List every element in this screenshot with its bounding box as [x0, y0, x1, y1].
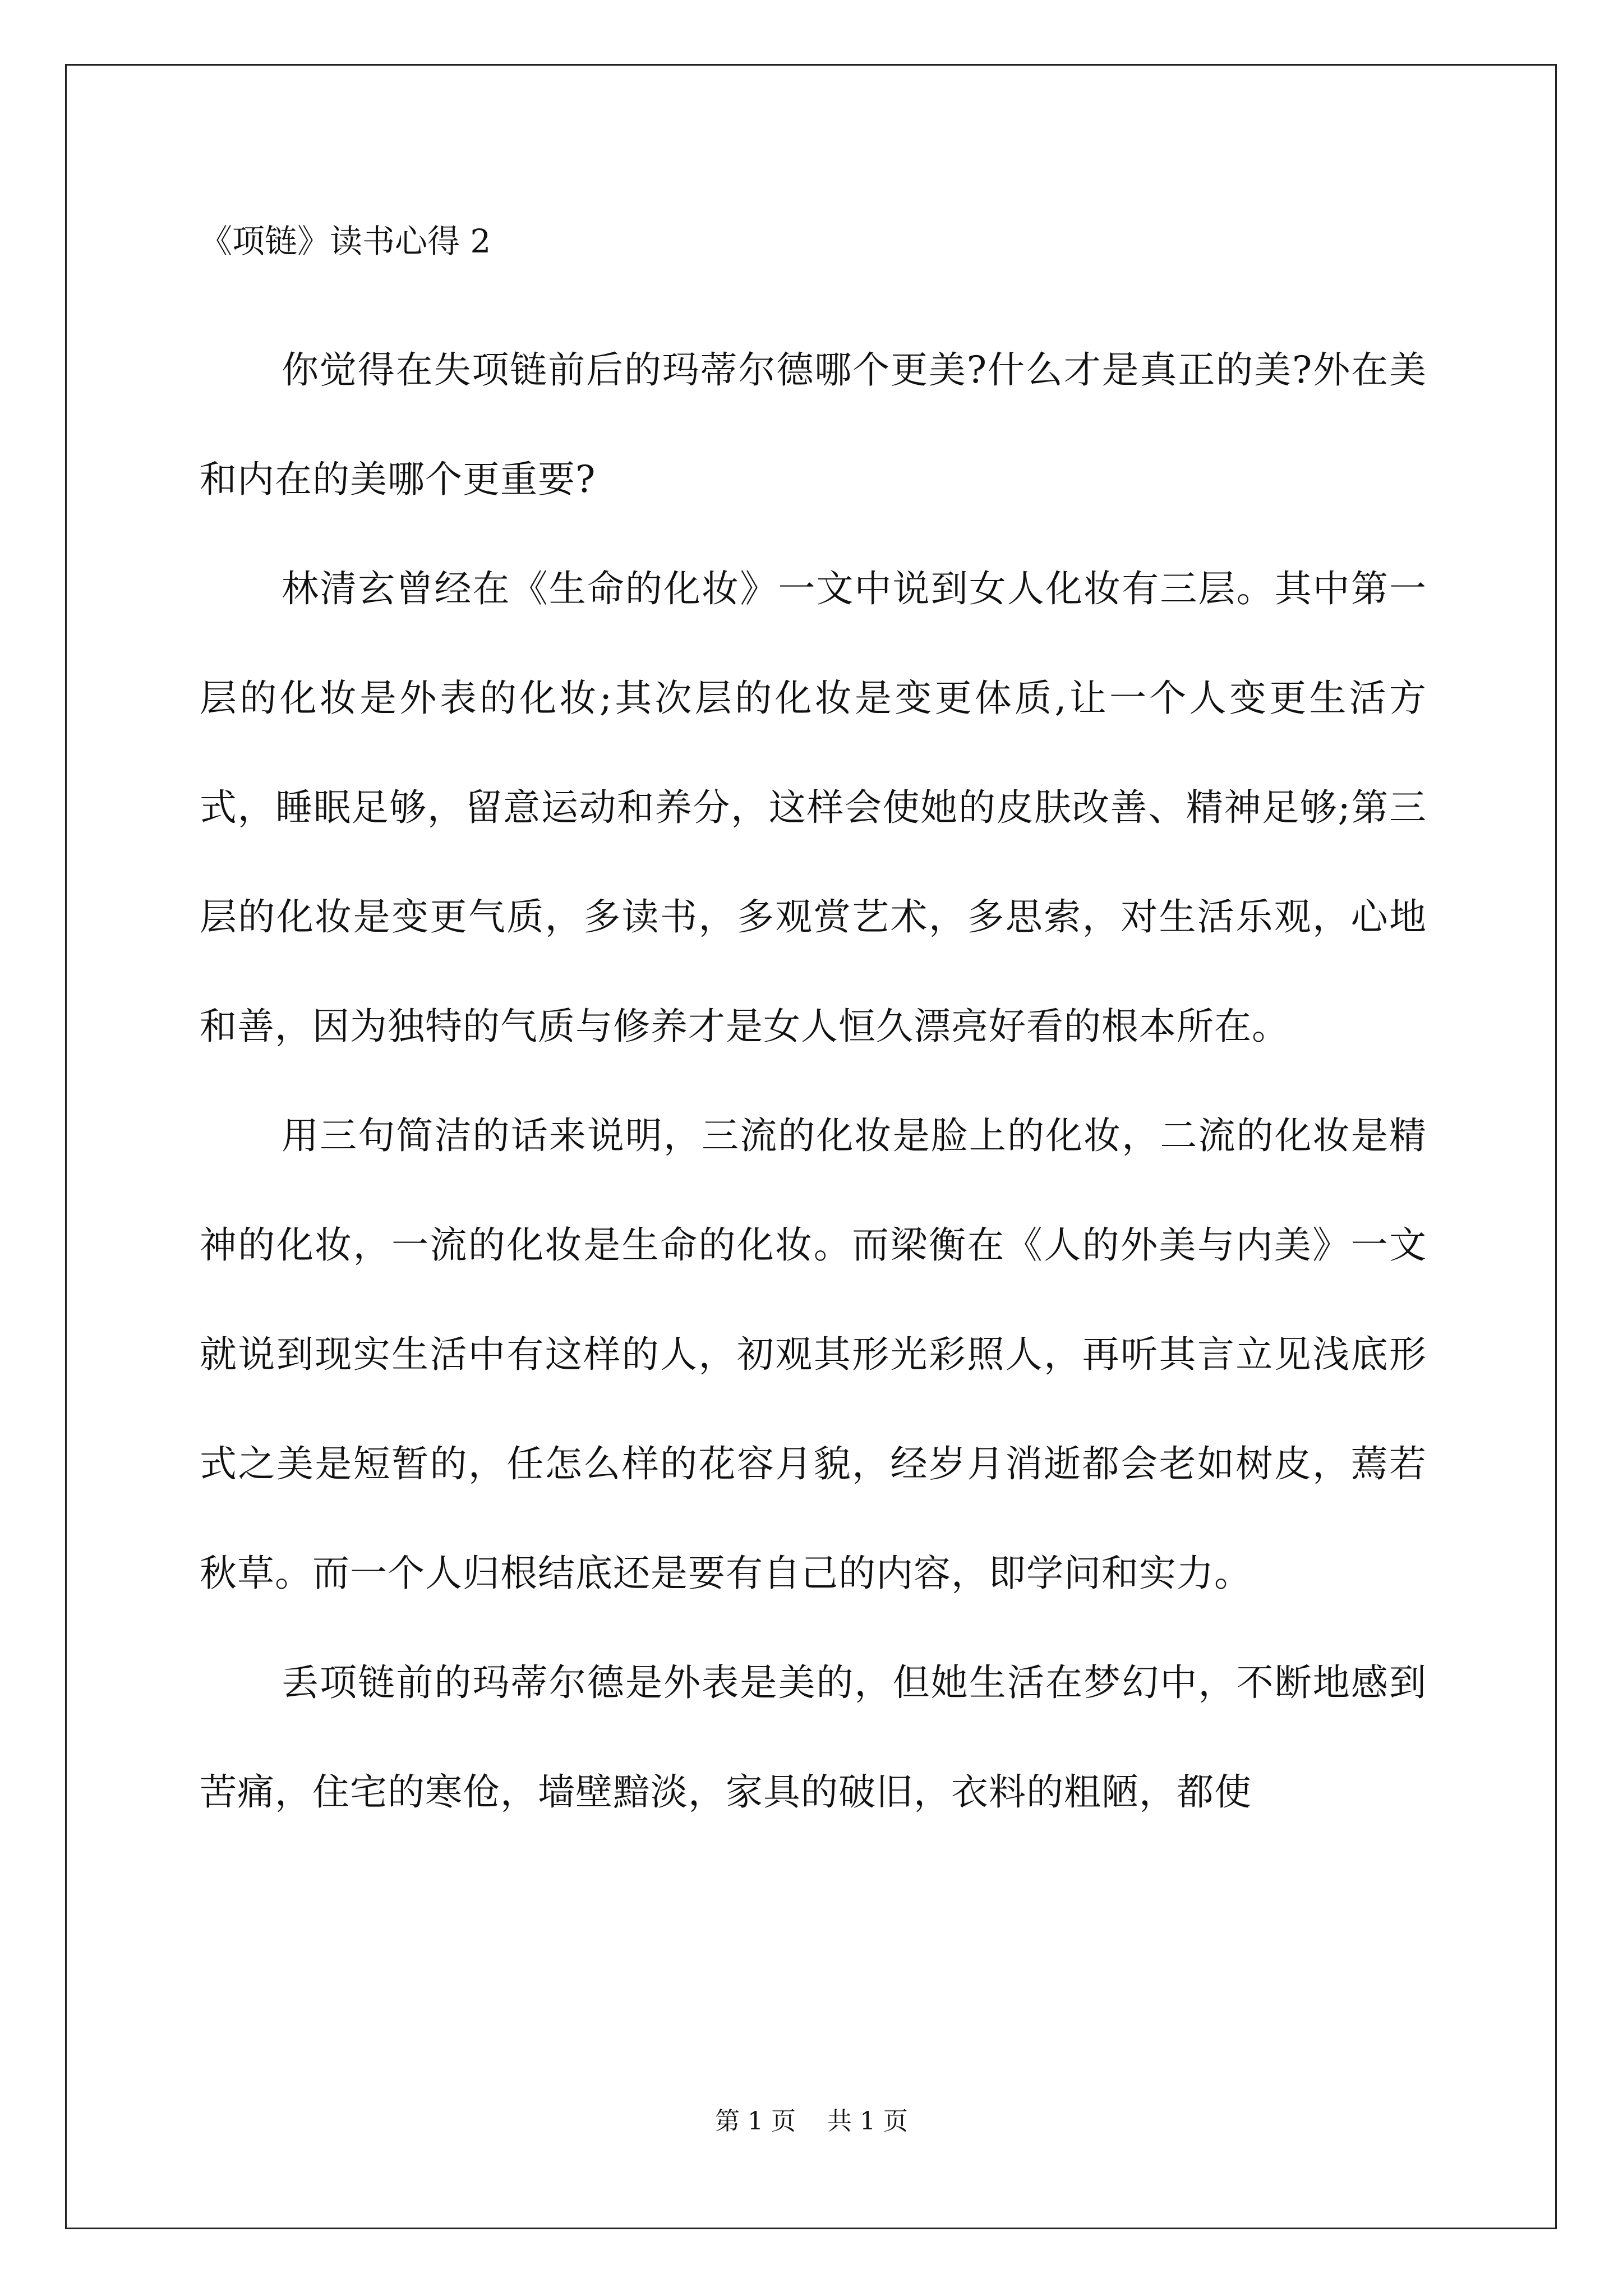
document-body — [200, 220, 1427, 1847]
document-title: 《项链》读书心得 2 — [200, 222, 491, 260]
paragraph-4: 丢项链前的玛蒂尔德是外表是美的，但她生活在梦幻中，不断地感到苦痛，住宅的寒伧，墙壁黯淡，家具的破旧，衣料的粗陋，都使 — [200, 1661, 1427, 1814]
paragraph-3: 用三句简洁的话来说明，三流的化妆是脸上的化妆，二流的化妆是精神的化妆，一流的化妆是生命的化妆。而梁衡在《人的外美与内美》一文就说到现实生活中有这样的人，初观其形光彩照人，再听其言立见浅底形式之美是短暂的，任怎么样的花容月貌，经岁月消逝都会老如树皮，蔫若秋草。而一个人归根结底还是要有自己的内容，即学问和实力。 — [200, 1114, 1427, 1595]
page-number-footer: 第 1 页 共 1 页 — [715, 2107, 908, 2136]
paragraph-2: 林清玄曾经在《生命的化妆》一文中说到女人化妆有三层。其中第一层的化妆是外表的化妆;其次层的化妆是变更体质,让一个人变更生活方式，睡眠足够，留意运动和养分，这样会使她的皮肤改善、精神足够;第三层的化妆是变更气质，多读书，多观赏艺术，多思索，对生活乐观，心地和善，因为独特的气质与修养才是女人恒久漂亮好看的根本所在。 — [200, 567, 1427, 1048]
paragraph-1: 你觉得在失项链前后的玛蒂尔德哪个更美?什么才是真正的美?外在美和内在的美哪个更重要? — [200, 348, 1427, 501]
